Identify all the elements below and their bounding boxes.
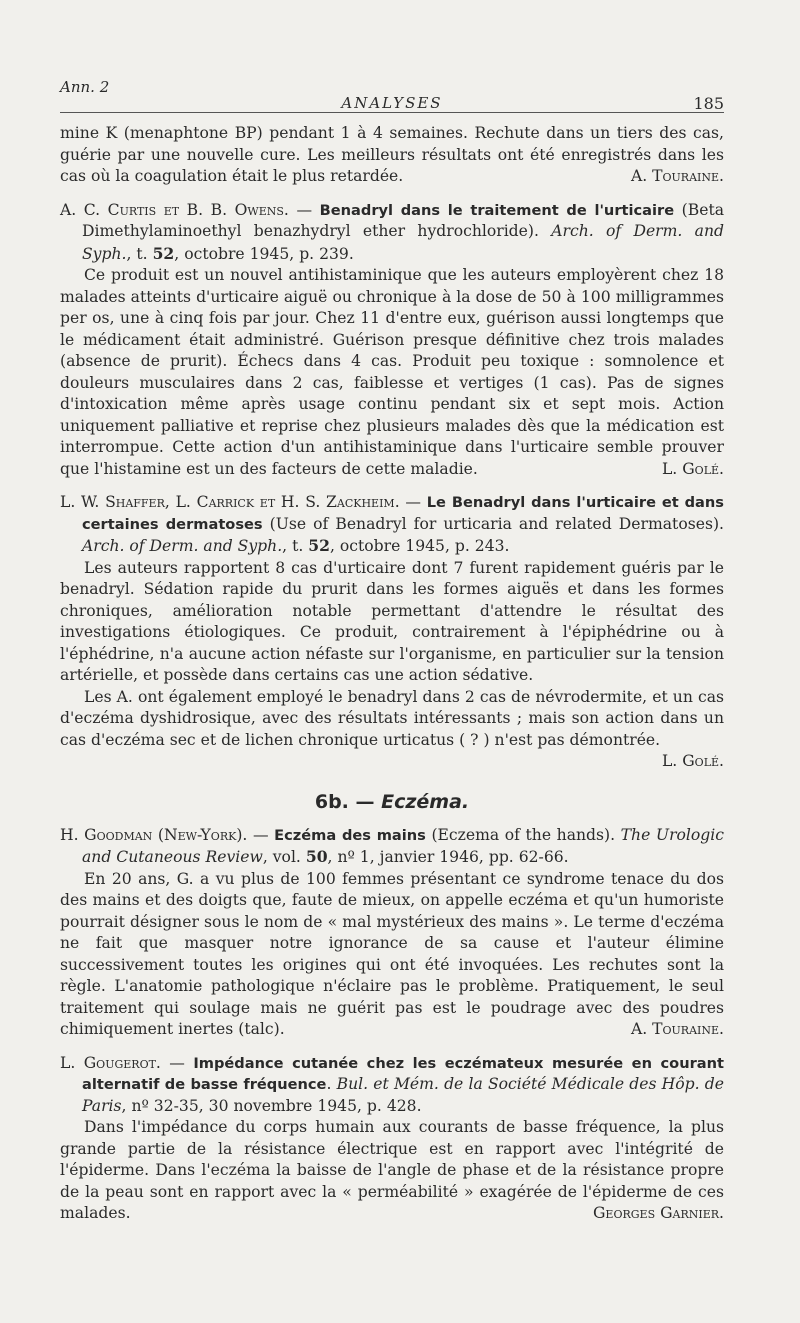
citation-volume: 50 bbox=[305, 847, 328, 866]
citation bbox=[60, 492, 724, 558]
citation-title: Impédance cutanée chez les eczémateux mesurée en courant alternatif de basse fréquence bbox=[82, 1054, 724, 1093]
abstract-body: Les auteurs rapportent 8 cas d'urticaire dont 7 furent rapidement guéris par le benadryl. Sédation rapide du prurit dans les formes aiguës et dans les formes chroniques, amélioration notable permettant d'attendre le résultat des investigations étiologiques. Ce produit, contrairement à l'épiphédrine ou à l'éphédrine, n'a aucune action néfaste sur l'organisme, en particulier sur la tension artérielle, et possède dans certains cas une action sédative. bbox=[60, 558, 724, 684]
abstract-body-text: Ce produit est un nouvel antihistaminique que les auteurs employèrent chez 18 malades atteints d'urticaire aiguë ou chronique à la dose de 50 à 100 milligrammes per os, une à cinq fois par jour. Chez 11 d'entre eux, guérison aussi longtemps que le médicament était administré. Guérison presque définitive chez trois malades (absence de prurit). Échecs dans 4 cas. Produit peu toxique : somnolence et douleurs musculaires dans 2 cas, faiblesse et vertiges (1 cas). Pas de signes d'intoxication même après usage continu pendant six et sept mois. Action uniquement palliative et reprise chez plusieurs malades dès que la médication est interrompue. Cette action d'un antihistaminique dans l'urticaire semble prouver que l'histamine est un des facteurs de cette maladie. bbox=[60, 266, 724, 478]
citation-volume: 52 bbox=[152, 243, 175, 263]
abstract-entry bbox=[60, 492, 724, 773]
citation-subtitle: . bbox=[326, 1075, 337, 1093]
page bbox=[60, 70, 724, 1225]
citation-details: , octobre 1945, p. 239. bbox=[174, 244, 354, 263]
citation-details: , nº 1, janvier 1946, pp. 62-66. bbox=[327, 848, 569, 866]
opening-paragraph bbox=[60, 123, 724, 188]
citation bbox=[60, 825, 724, 869]
citation-subtitle: (Beta Dimethylaminoethyl benazhydryl ether hydrochloride). bbox=[82, 200, 725, 240]
abstract-entry bbox=[60, 825, 724, 1041]
opening-signature: A. Touraine. bbox=[630, 167, 724, 185]
abstract-signature: Georges Garnier. bbox=[592, 1204, 724, 1222]
citation-journal: Arch. of Derm. and Syph. bbox=[82, 537, 283, 555]
section-heading bbox=[60, 791, 724, 813]
dash: — bbox=[399, 493, 427, 511]
citation-journal: Arch. of Derm. and Syph. bbox=[82, 222, 725, 263]
citation-details: , nº 32-35, 30 novembre 1945, p. 428. bbox=[121, 1096, 422, 1115]
abstract-signature: L. Golé. bbox=[661, 752, 724, 770]
abstract-signature: L. Golé. bbox=[661, 459, 724, 478]
citation-pre-volume: , t. bbox=[126, 244, 153, 263]
abstract-entry bbox=[60, 200, 724, 481]
citation-subtitle: (Eczema of the hands). bbox=[425, 825, 621, 844]
opening-text: mine K (menaphtone BP) pendant 1 à 4 semaines. Rechute dans un tiers des cas, guérie par une nouvelle cure. Les meilleurs résultats ont été enregistrés dans les cas où la coagulation était le plus retardée. bbox=[60, 124, 724, 185]
running-header bbox=[60, 70, 724, 113]
abstract-entry bbox=[60, 1053, 724, 1225]
citation-details: , octobre 1945, p. 243. bbox=[329, 537, 510, 555]
citation-authors: H. Goodman (New-York). bbox=[60, 825, 248, 844]
page-number: 185 bbox=[693, 94, 724, 113]
header-rule bbox=[60, 112, 724, 113]
citation-title: Le Benadryl dans l'urticaire et dans certaines dermatoses bbox=[82, 494, 724, 533]
citation-journal: Bul. et Mém. de la Société Médicale des Hôp. de Paris bbox=[82, 1075, 724, 1115]
citation-authors: L. W. Shaffer, L. Carrick et H. S. Zackheim. bbox=[60, 493, 400, 511]
dash: — bbox=[247, 825, 275, 844]
citation-pre-volume: , t. bbox=[282, 537, 309, 555]
abstract-signature: A. Touraine. bbox=[630, 1020, 724, 1038]
section-name: Eczéma. bbox=[381, 790, 470, 813]
abstract-body bbox=[60, 869, 724, 1041]
citation-volume: 52 bbox=[308, 536, 330, 555]
citation bbox=[60, 200, 724, 266]
citation-journal: The Urologic and Cutaneous Review bbox=[82, 825, 724, 866]
citation-title: Benadryl dans le traitement de l'urticaire bbox=[319, 201, 675, 219]
abstract-body-continued: Les A. ont également employé le benadryl dans 2 cas de névrodermite, et un cas d'eczéma dyshidrosique, avec des résultats intéressants ; mais son action dans un cas d'eczéma sec et de lichen chronique urticatus ( ? ) n'est pas démontrée. bbox=[60, 687, 724, 749]
abstract-body-text: Dans l'impédance du corps humain aux courants de basse fréquence, la plus grande partie de la résistance électrique est en rapport avec l'intégrité de l'épiderme. Dans l'eczéma la baisse de l'angle de phase et de la résistance propre de la peau sont en rapport avec la « perméabilité » exagérée de l'épiderme de ces malades. bbox=[60, 1118, 724, 1222]
abstract-body bbox=[60, 1117, 724, 1225]
dash: — bbox=[288, 200, 320, 219]
volume-label: Ann. 2 bbox=[60, 78, 110, 96]
citation-authors: A. C. Curtis et B. B. Owens. bbox=[60, 200, 289, 219]
section-number: 6b. — bbox=[314, 790, 382, 813]
citation-pre-volume: , vol. bbox=[262, 848, 306, 866]
dash: — bbox=[160, 1053, 194, 1072]
citation-authors: L. Gougerot. bbox=[60, 1053, 161, 1072]
citation-subtitle: (Use of Benadryl for urticaria and related Dermatoses). bbox=[262, 514, 724, 533]
running-title: ANALYSES bbox=[341, 94, 443, 112]
citation bbox=[60, 1053, 724, 1118]
abstract-body bbox=[60, 265, 724, 480]
abstract-body-text: En 20 ans, G. a vu plus de 100 femmes présentant ce syndrome tenace du dos des mains et des doigts que, faute de mieux, on appelle eczéma et qu'un humoriste pourrait désigner sous le nom de « mal mystérieux des mains ». Le terme d'eczéma ne fait que masquer notre ignorance de sa cause et l'auteur élimine successivement toutes les origines qui ont été invoquées. Les rechutes sont la règle. L'anatomie pathologique n'éclaire pas le problème. Pratiquement, le seul traitement qui soulage mais ne guérit pas est le poudrage avec des poudres chimiquement inertes (talc). bbox=[60, 869, 724, 1038]
citation-title: Eczéma des mains bbox=[274, 826, 426, 844]
